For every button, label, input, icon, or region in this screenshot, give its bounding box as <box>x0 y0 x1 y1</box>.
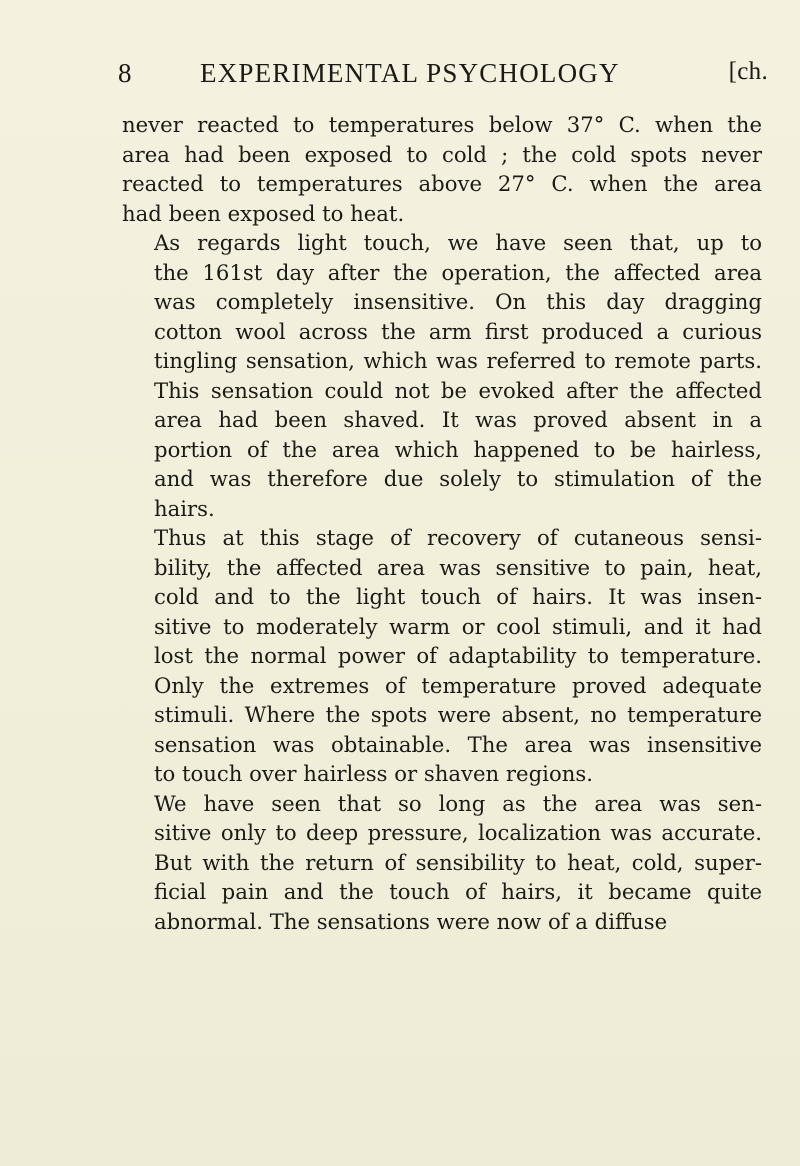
text-line: and was therefore due solely to stimulation of the <box>154 466 762 491</box>
text-line: sensation was obtainable. The area was insensitive <box>154 731 762 757</box>
text-line: lost the normal power of adaptability to temperature. <box>154 643 762 668</box>
text-line: But with the return of sensibility to heat, cold, super- <box>154 849 762 875</box>
text-line: area had been exposed to cold ; the cold spots never <box>122 141 762 167</box>
text-line: hairs. <box>154 495 215 521</box>
running-head <box>118 58 768 98</box>
text-line: reacted to temperatures above 27° C. when the area <box>122 171 762 196</box>
paragraph <box>122 789 762 937</box>
text-line: had been exposed to heat. <box>122 200 405 226</box>
paragraph <box>122 523 762 789</box>
text-line: was completely insensitive. On this day dragging <box>154 289 762 314</box>
running-title: EXPERIMENTAL PSYCHOLOGY <box>200 58 620 88</box>
chapter-mark: [ch. <box>728 58 768 85</box>
body-text <box>122 110 762 936</box>
page-number: 8 <box>118 58 132 88</box>
text-line: never reacted to temperatures below 37° C. when the <box>122 112 762 137</box>
text-line: stimuli. Where the spots were absent, no temperature <box>154 702 762 727</box>
text-line: This sensation could not be evoked after the affected <box>154 377 762 403</box>
text-line: ficial pain and the touch of hairs, it became quite <box>154 879 762 904</box>
text-line: the 161st day after the operation, the affected area <box>154 259 762 285</box>
text-line: Thus at this stage of recovery of cutaneous sensi- <box>154 525 762 550</box>
text-line: Only the extremes of temperature proved adequate <box>154 672 762 698</box>
text-line: bility, the affected area was sensitive to pain, heat, <box>154 554 762 580</box>
paragraph <box>122 228 762 523</box>
text-line: As regards light touch, we have seen that, up to <box>154 230 762 255</box>
text-line: sitive only to deep pressure, localization was accurate. <box>154 820 762 845</box>
paragraph <box>122 110 762 228</box>
text-line: area had been shaved. It was proved absent in a <box>154 407 762 432</box>
text-line: We have seen that so long as the area was sen- <box>154 790 762 816</box>
text-line: portion of the area which happened to be hairless, <box>154 436 762 462</box>
text-line: to touch over hairless or shaven regions. <box>154 761 593 786</box>
text-line: sitive to moderately warm or cool stimuli, and it had <box>154 613 762 639</box>
text-line: cold and to the light touch of hairs. It was insen- <box>154 584 762 609</box>
text-line: tingling sensation, which was referred to remote parts. <box>154 348 762 373</box>
text-line: abnormal. The sensations were now of a diffuse <box>154 908 668 934</box>
text-line: cotton wool across the arm first produced a curious <box>154 318 762 344</box>
